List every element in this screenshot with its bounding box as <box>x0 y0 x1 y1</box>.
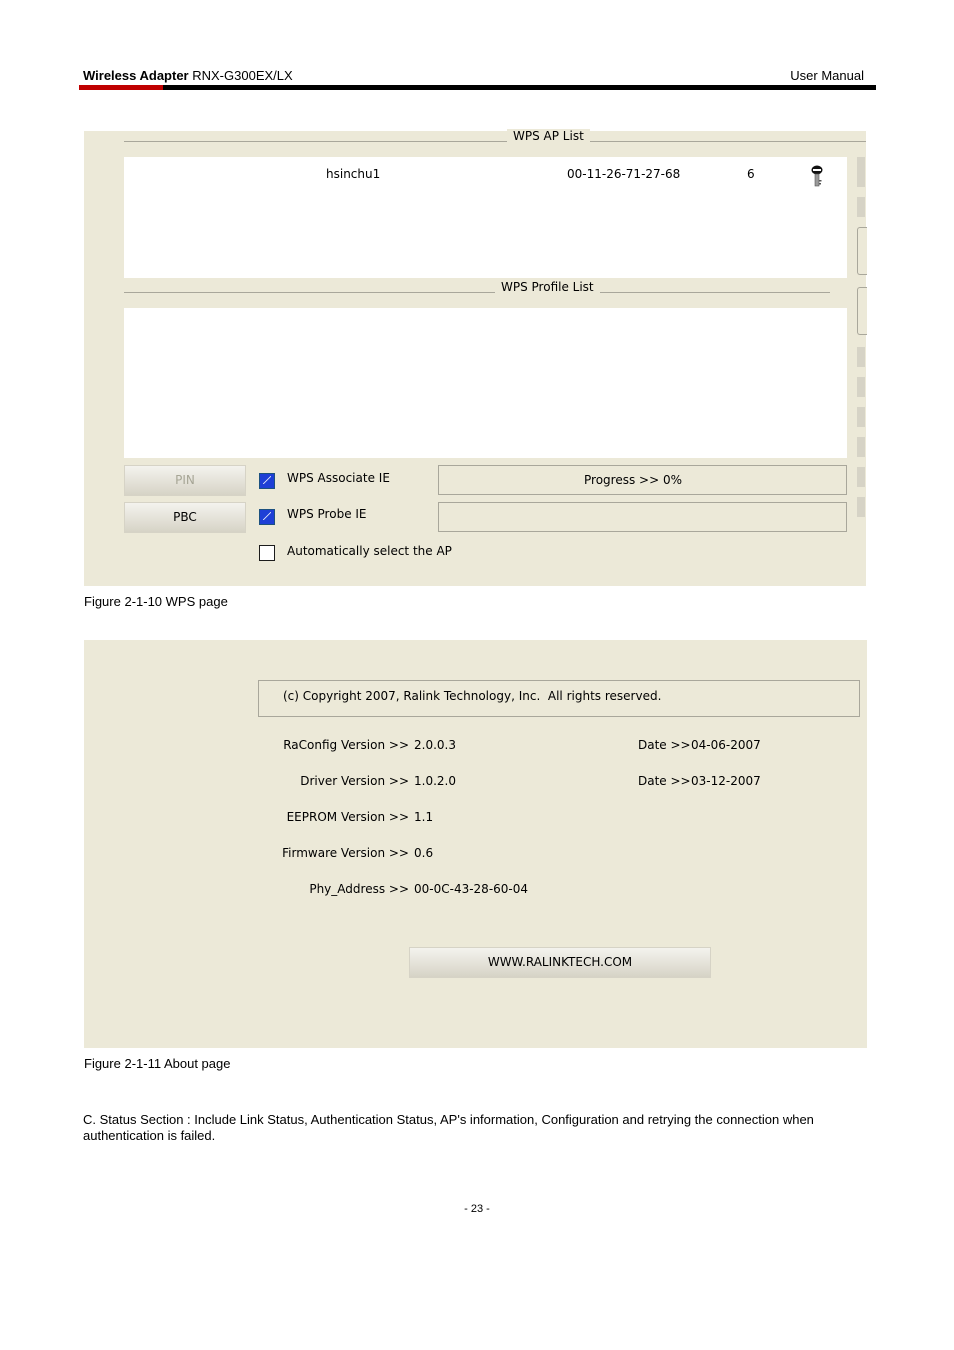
raconfig-version-label: RaConfig Version >> <box>283 738 409 752</box>
side-button-strip[interactable] <box>857 407 865 427</box>
profile-list-group-line <box>124 292 830 293</box>
header-manual-label: User Manual <box>790 68 864 83</box>
side-button-edge[interactable] <box>857 227 867 275</box>
driver-version-value: 1.0.2.0 <box>414 774 456 788</box>
wps-associate-ie-checkbox[interactable] <box>259 473 275 489</box>
raconfig-date-label: Date >> <box>638 738 691 752</box>
ap-ssid: hsinchu1 <box>326 167 381 181</box>
eeprom-version-value: 1.1 <box>414 810 434 824</box>
key-icon <box>810 165 824 190</box>
side-button-strip[interactable] <box>857 377 865 397</box>
figure-caption-about: Figure 2-1-11 About page <box>84 1056 231 1071</box>
header-title <box>83 68 293 83</box>
header-model: RNX-G300EX/LX <box>192 68 293 83</box>
side-button-edge[interactable] <box>857 287 867 335</box>
figure-caption-wps: Figure 2-1-10 WPS page <box>84 594 228 609</box>
auto-select-ap-checkbox[interactable] <box>259 545 275 561</box>
phy-address-label: Phy_Address >> <box>309 882 409 896</box>
ap-list-row[interactable] <box>124 165 847 183</box>
header-rule-accent <box>79 85 163 90</box>
ap-list[interactable] <box>124 157 847 278</box>
side-button-strip[interactable] <box>857 467 865 487</box>
phy-address-value: 00-0C-43-28-60-04 <box>414 882 529 896</box>
eeprom-version-label: EEPROM Version >> <box>286 810 409 824</box>
side-button-strip[interactable] <box>857 437 865 457</box>
about-page-screenshot <box>84 640 867 1048</box>
ap-list-title: WPS AP List <box>507 129 590 143</box>
ap-list-group-line <box>124 141 866 142</box>
progress-field <box>438 465 847 495</box>
raconfig-date-value: 04-06-2007 <box>691 738 761 752</box>
progress-text: Progress >> 0% <box>584 473 682 487</box>
side-button-strip[interactable] <box>857 197 865 217</box>
profile-list[interactable] <box>124 308 847 458</box>
side-button-strip[interactable] <box>857 497 865 517</box>
wps-probe-ie-label: WPS Probe IE <box>287 507 367 521</box>
auto-select-ap-label: Automatically select the AP <box>287 544 452 558</box>
ap-channel: 6 <box>747 167 755 181</box>
profile-list-title: WPS Profile List <box>495 280 600 294</box>
wps-probe-ie-checkbox[interactable] <box>259 509 275 525</box>
driver-date-value: 03-12-2007 <box>691 774 761 788</box>
side-button-strip[interactable] <box>857 157 865 187</box>
side-button-strip[interactable] <box>857 347 865 367</box>
copyright-text: (c) Copyright 2007, Ralink Technology, Inc. All rights reserved. <box>283 689 662 703</box>
driver-date-label: Date >> <box>638 774 691 788</box>
wps-associate-ie-label: WPS Associate IE <box>287 471 390 485</box>
driver-version-label: Driver Version >> <box>300 774 409 788</box>
pbc-button[interactable]: PBC <box>124 502 246 533</box>
website-button[interactable]: WWW.RALINKTECH.COM <box>409 947 711 978</box>
wps-page-screenshot <box>84 131 866 586</box>
status-field <box>438 502 847 532</box>
copyright-box <box>258 680 860 717</box>
raconfig-version-value: 2.0.0.3 <box>414 738 456 752</box>
pin-button[interactable]: PIN <box>124 465 246 496</box>
header-rule <box>79 85 876 90</box>
firmware-version-label: Firmware Version >> <box>282 846 409 860</box>
header-product: Wireless Adapter <box>83 68 189 83</box>
status-section-description: C. Status Section : Include Link Status, Authentication Status, AP's information, Configuration and retrying the connection when authentication is failed. <box>83 1112 814 1143</box>
firmware-version-value: 0.6 <box>414 846 434 860</box>
ap-bssid: 00-11-26-71-27-68 <box>567 167 681 181</box>
page-number: - 23 - <box>464 1203 490 1215</box>
